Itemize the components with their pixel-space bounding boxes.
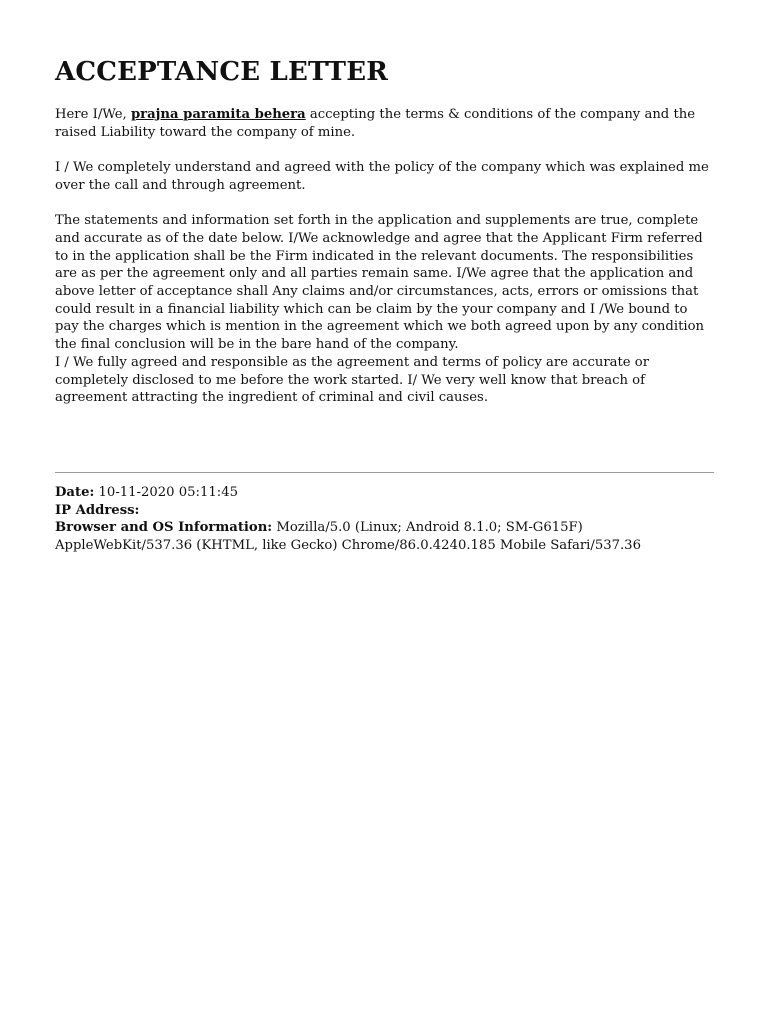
statements-paragraph: The statements and information set forth in the application and supplements are true, complete and accurate as of the date below. I/We acknowledge and agree that the Applicant Firm referred to in the application shall be the Firm indicated in the relevant documents. The responsibilities are as per the agreement only and all parties remain same. I/We agree that the application and above letter of acceptance shall Any claims and/or circumstances, acts, errors or omissions that could result in a financial liability which can be claim by the your company and I /We bound to pay the charges which is mention in the agreement which we both agreed upon by any condition the final conclusion will be in the bare hand of the company. (55, 213, 705, 353)
acceptance-letter (55, 52, 715, 407)
browser-value: Mozilla/5.0 (Linux; Android 8.1.0; SM-G615F) AppleWebKit/537.36 (KHTML, like Gecko) Chrome/86.0.4240.185 Mobile Safari/537.36 (55, 520, 641, 554)
date-value: 10-11-2020 05:11:45 (94, 485, 238, 500)
intro-prefix: Here I/We, (55, 107, 131, 122)
intro-paragraph (55, 106, 715, 141)
paragraph-spacer (55, 141, 715, 159)
agreement-paragraph: I / We fully agreed and responsible as the agreement and terms of policy are accurate or completely disclosed to me before the work started. I/ We very well know that breach of agreement attracting the ingredient of criminal and civil causes. (55, 354, 650, 406)
letter-title: ACCEPTANCE LETTER (55, 57, 389, 87)
applicant-name: prajna paramita behera (130, 107, 306, 122)
ip-label: IP Address: (55, 502, 140, 518)
browser-label: Browser and OS Information: (55, 520, 273, 536)
date-label: Date: (55, 485, 95, 500)
submission-metadata (55, 484, 715, 555)
ip-row (55, 502, 715, 520)
divider (55, 472, 714, 473)
date-row (55, 484, 715, 502)
paragraph-spacer (55, 195, 715, 213)
intro-suffix: accepting the terms & conditions of the company and the raised Liability toward the company of mine. (55, 107, 696, 140)
browser-row (55, 519, 715, 554)
understanding-paragraph: I / We completely understand and agreed with the policy of the company which was explained me over the call and through agreement. (55, 160, 709, 193)
